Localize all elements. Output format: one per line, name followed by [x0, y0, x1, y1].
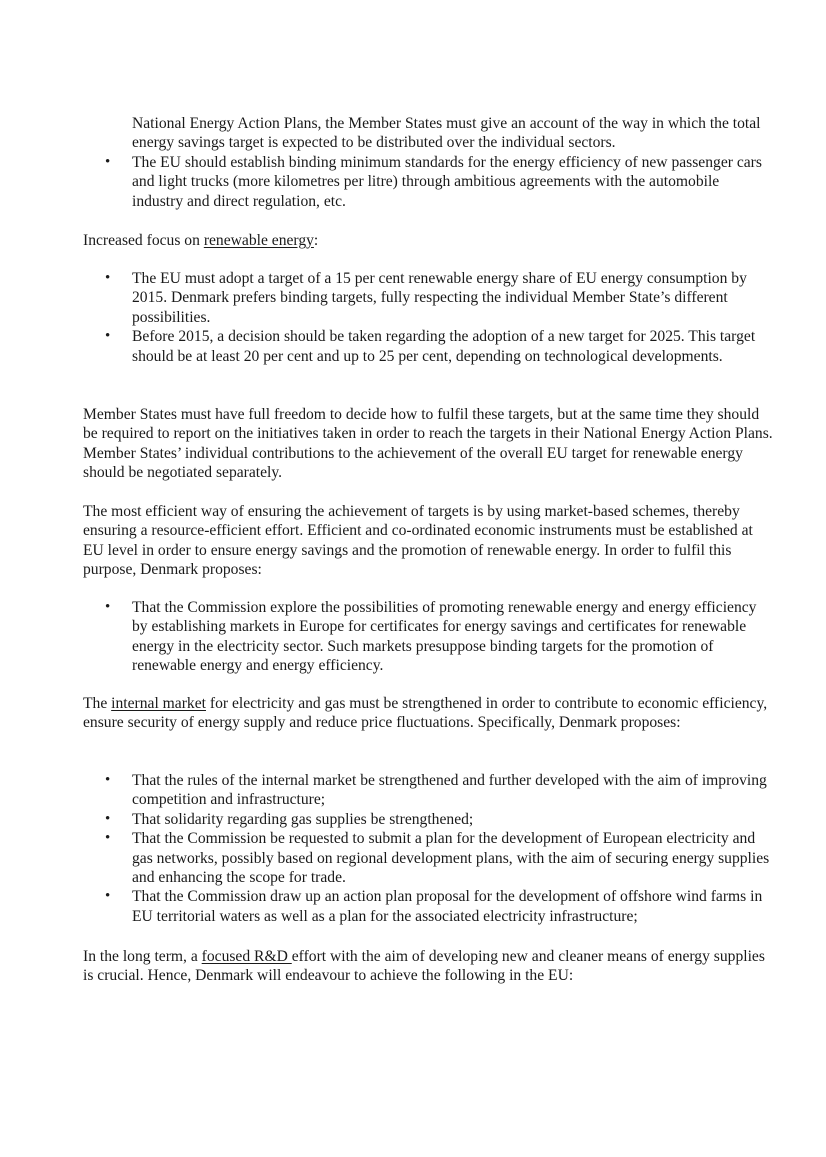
paragraph-text: effort with the aim of developing new and cleaner means of energy supplies is crucial. Hence, Denmark will endeavour to achieve the following in the EU: [83, 948, 765, 985]
bullet-icon: • [105, 270, 111, 286]
paragraph-text: The [83, 695, 112, 712]
list-item-text: That the rules of the internal market be strengthened and further developed with the aim of improving competition and infrastructure; [132, 772, 767, 809]
bullet-icon: • [105, 772, 111, 788]
list-item [83, 771, 773, 810]
internal-market-link[interactable]: internal market [111, 695, 206, 712]
list-item [83, 269, 773, 327]
list-item-text: That the Commission explore the possibilities of promoting renewable energy and energy efficiency by establishing markets in Europe for certificates for energy savings and certificates for renewable energy in the electricity sector. Such markets presuppose binding targets for the promotion of renewable energy and energy efficiency. [132, 599, 757, 675]
list-item-text: That the Commission be requested to submit a plan for the development of European electricity and gas networks, possibly based on regional development plans, with the aim of securing energy supplies and enhancing the scope for trade. [132, 830, 770, 887]
list-item [83, 829, 773, 887]
list-item [83, 153, 773, 211]
paragraph-text: In the long term, a [83, 948, 202, 965]
paragraph-efficient: The most efficient way of ensuring the achievement of targets is by using market-based schemes, thereby ensuring a resource-efficient effort. Efficient and co-ordinated economic instruments must be established at EU level in order to ensure energy savings and the promotion of renewable energy. In order to fulfil this purpose, Denmark proposes: [83, 503, 753, 579]
bullet-icon: • [105, 154, 111, 170]
list-item [83, 810, 773, 829]
paragraph-freedom: Member States must have full freedom to decide how to fulfil these targets, but at the same time they should be required to report on the initiatives taken in order to reach the targets in their National Energy Action Plans. Member States’ individual contributions to the achievement of the overall EU target for renewable energy should be negotiated separately. [83, 406, 773, 482]
bullet-list-top [83, 153, 773, 211]
paragraph-rnd [83, 947, 773, 986]
list-item-text: The EU should establish binding minimum standards for the energy efficiency of new passenger cars and light trucks (more kilometres per litre) through ambitious agreements with the automobile industry and direct regulation, etc. [132, 154, 762, 210]
bullet-icon: • [105, 810, 111, 827]
list-item-text: That the Commission draw up an action plan proposal for the development of offshore wind farms in EU territorial waters as well as a plan for the associated electricity infrastructure; [132, 888, 763, 925]
renewable-energy-link[interactable]: renewable energy [203, 232, 314, 249]
list-item [83, 327, 773, 366]
paragraph-text: for electricity and gas must be strengthened in order to contribute to economic efficiency, ensure security of energy supply and reduce price fluctuations. Specifically, Denmark proposes: [83, 695, 768, 732]
renewable-heading [83, 231, 773, 250]
focused-rnd-link[interactable]: focused R&D [201, 948, 292, 965]
list-item [83, 887, 773, 926]
bullet-icon: • [105, 328, 111, 345]
bullet-list-commission [83, 598, 773, 676]
list-item-text: That solidarity regarding gas supplies be strengthened; [132, 810, 474, 828]
list-item-text: The EU must adopt a target of a 15 per cent renewable energy share of EU energy consumption by 2015. Denmark prefers binding targets, fully respecting the individual Member State’s different possibilities. [132, 270, 747, 326]
list-item-text: Before 2015, a decision should be taken regarding the adoption of a new target for 2025. This target should be at least 20 per cent and up to 25 per cent, depending on technological developments. [132, 328, 756, 365]
heading-text: Increased focus on [83, 232, 204, 249]
bullet-icon: • [105, 830, 111, 847]
paragraph-internal-market [83, 694, 773, 733]
list-item [83, 598, 773, 676]
bullet-icon: • [105, 599, 111, 615]
heading-colon: : [313, 232, 319, 249]
bullet-icon: • [105, 888, 111, 905]
bullet-list-internal-market [83, 771, 773, 926]
continuation-paragraph: National Energy Action Plans, the Member States must give an account of the way in which the total energy savings target is expected to be distributed over the individual sectors. [132, 115, 761, 152]
bullet-list-renewable [83, 269, 773, 366]
